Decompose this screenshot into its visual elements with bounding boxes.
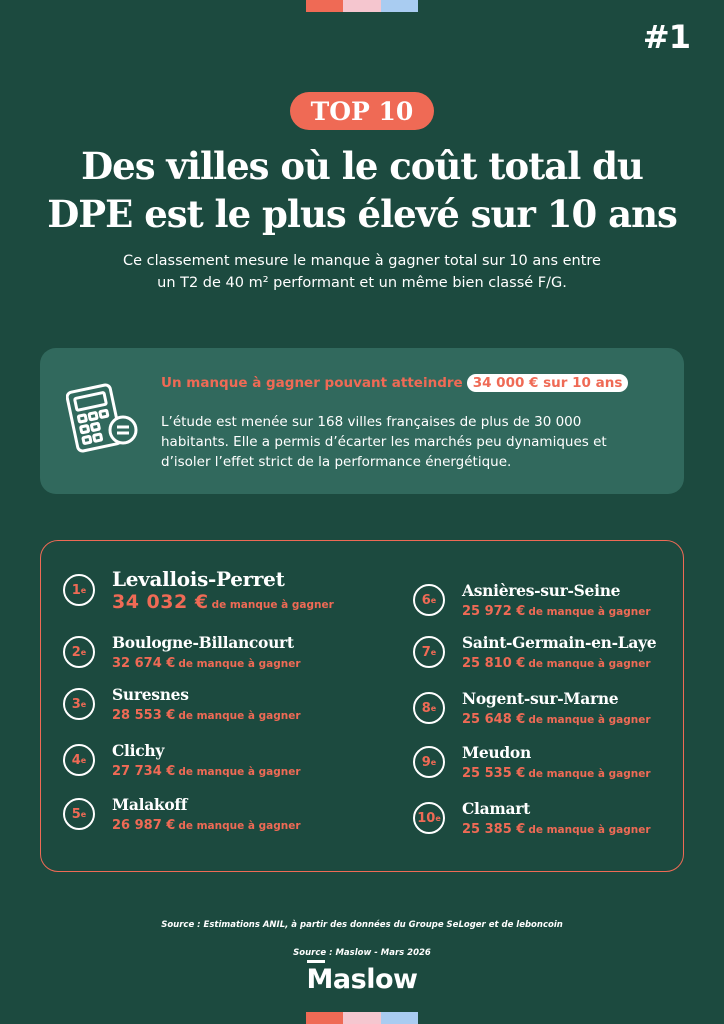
ranking-panel: [40, 540, 684, 872]
city-amount: 25 385 €: [462, 822, 526, 837]
city-amount: 26 987 €: [112, 818, 176, 833]
source-note: Source : Estimations ANIL, à partir des données du Groupe SeLoger et de leboncoin: [161, 920, 563, 930]
ranking-item-3: [63, 685, 301, 723]
city-amount: 27 734 €: [112, 764, 176, 779]
info-text: [161, 412, 666, 472]
highlight-value: 34 000 € sur 10 ans: [467, 374, 629, 392]
city-amount: 25 972 €: [462, 604, 526, 619]
city-amount: 32 674 €: [112, 656, 176, 671]
ranking-item-4: [63, 741, 301, 779]
rank-badge: 6 e: [413, 584, 445, 616]
amount-suffix: de manque à gagner: [528, 606, 651, 618]
city-amount: 25 648 €: [462, 712, 526, 727]
city-name: Saint-Germain-en-Laye: [462, 633, 657, 652]
top-color-bar: [306, 0, 418, 12]
rank-badge: 9 e: [413, 746, 445, 778]
color-segment-coral: [306, 0, 343, 12]
city-name: Malakoff: [112, 795, 188, 814]
amount-suffix: de manque à gagner: [528, 824, 651, 836]
ranking-item-2: [63, 633, 301, 671]
color-segment-pink: [343, 0, 380, 12]
rank-badge: 10 e: [413, 802, 445, 834]
color-segment-blue: [381, 0, 418, 12]
subtitle-line-2: un T2 de 40 m² performant et un même bien classé F/G.: [157, 275, 567, 291]
ranking-item-6: [413, 581, 651, 619]
page-title: [20, 142, 704, 238]
city-name: Boulogne-Billancourt: [112, 633, 294, 652]
amount-suffix: de manque à gagner: [178, 710, 301, 722]
ranking-item-10: [413, 799, 651, 837]
rank-badge: 4 e: [63, 744, 95, 776]
city-amount: 25 810 €: [462, 656, 526, 671]
amount-suffix: de manque à gagner: [528, 658, 651, 670]
rank-badge: 3 e: [63, 688, 95, 720]
maslow-logo: Maslow: [0, 964, 724, 995]
rank-badge: 1 e: [63, 574, 95, 606]
source-note-2: Source : Maslow - Mars 2026: [293, 948, 431, 958]
ranking-item-5: [63, 795, 301, 833]
city-name: Clamart: [462, 799, 530, 818]
ranking-item-8: [413, 689, 651, 727]
calculator-icon: [66, 378, 146, 458]
city-name: Nogent-sur-Marne: [462, 689, 619, 708]
logo-accent-bar: [307, 960, 325, 963]
city-amount: 34 032 €: [112, 591, 209, 613]
amount-suffix: de manque à gagner: [178, 766, 301, 778]
page-subtitle: [40, 250, 684, 294]
rank-badge: 2 e: [63, 636, 95, 668]
ranking-item-7: [413, 633, 656, 671]
city-name: Asnières-sur-Seine: [462, 581, 621, 600]
color-segment-coral: [306, 1012, 343, 1024]
city-amount: 25 535 €: [462, 766, 526, 781]
info-text-line-1: L’étude est menée sur 168 villes françaises de plus de 30 000: [161, 414, 582, 430]
amount-suffix: de manque à gagner: [178, 658, 301, 670]
city-amount: 28 553 €: [112, 708, 176, 723]
amount-suffix: de manque à gagner: [211, 599, 334, 611]
ranking-item-9: [413, 743, 651, 781]
city-name: Meudon: [462, 743, 531, 762]
color-segment-pink: [343, 1012, 380, 1024]
city-name: Clichy: [112, 741, 165, 760]
ranking-item-1: [63, 567, 334, 613]
rank-badge: 8 e: [413, 692, 445, 724]
info-text-line-2: habitants. Elle a permis d’écarter les marchés peu dynamiques et: [161, 434, 607, 450]
subtitle-line-1: Ce classement mesure le manque à gagner total sur 10 ans entre: [123, 253, 601, 269]
title-line-1: Des villes où le coût total du: [81, 144, 643, 188]
info-panel: [40, 348, 684, 494]
title-line-2: DPE est le plus élevé sur 10 ans: [47, 192, 677, 236]
city-name: Suresnes: [112, 685, 189, 704]
bottom-color-bar: [306, 1012, 418, 1024]
amount-suffix: de manque à gagner: [528, 714, 651, 726]
city-name: Levallois-Perret: [112, 567, 285, 591]
page-number: #1: [642, 18, 690, 56]
amount-suffix: de manque à gagner: [178, 820, 301, 832]
rank-badge: 5 e: [63, 798, 95, 830]
amount-suffix: de manque à gagner: [528, 768, 651, 780]
top10-badge: TOP 10: [290, 92, 434, 130]
highlight-prefix: Un manque à gagner pouvant atteindre: [161, 375, 463, 391]
rank-badge: 7 e: [413, 636, 445, 668]
color-segment-blue: [381, 1012, 418, 1024]
info-text-line-3: d’isoler l’effet strict de la performance énergétique.: [161, 454, 512, 470]
highlight-line: [161, 374, 628, 392]
